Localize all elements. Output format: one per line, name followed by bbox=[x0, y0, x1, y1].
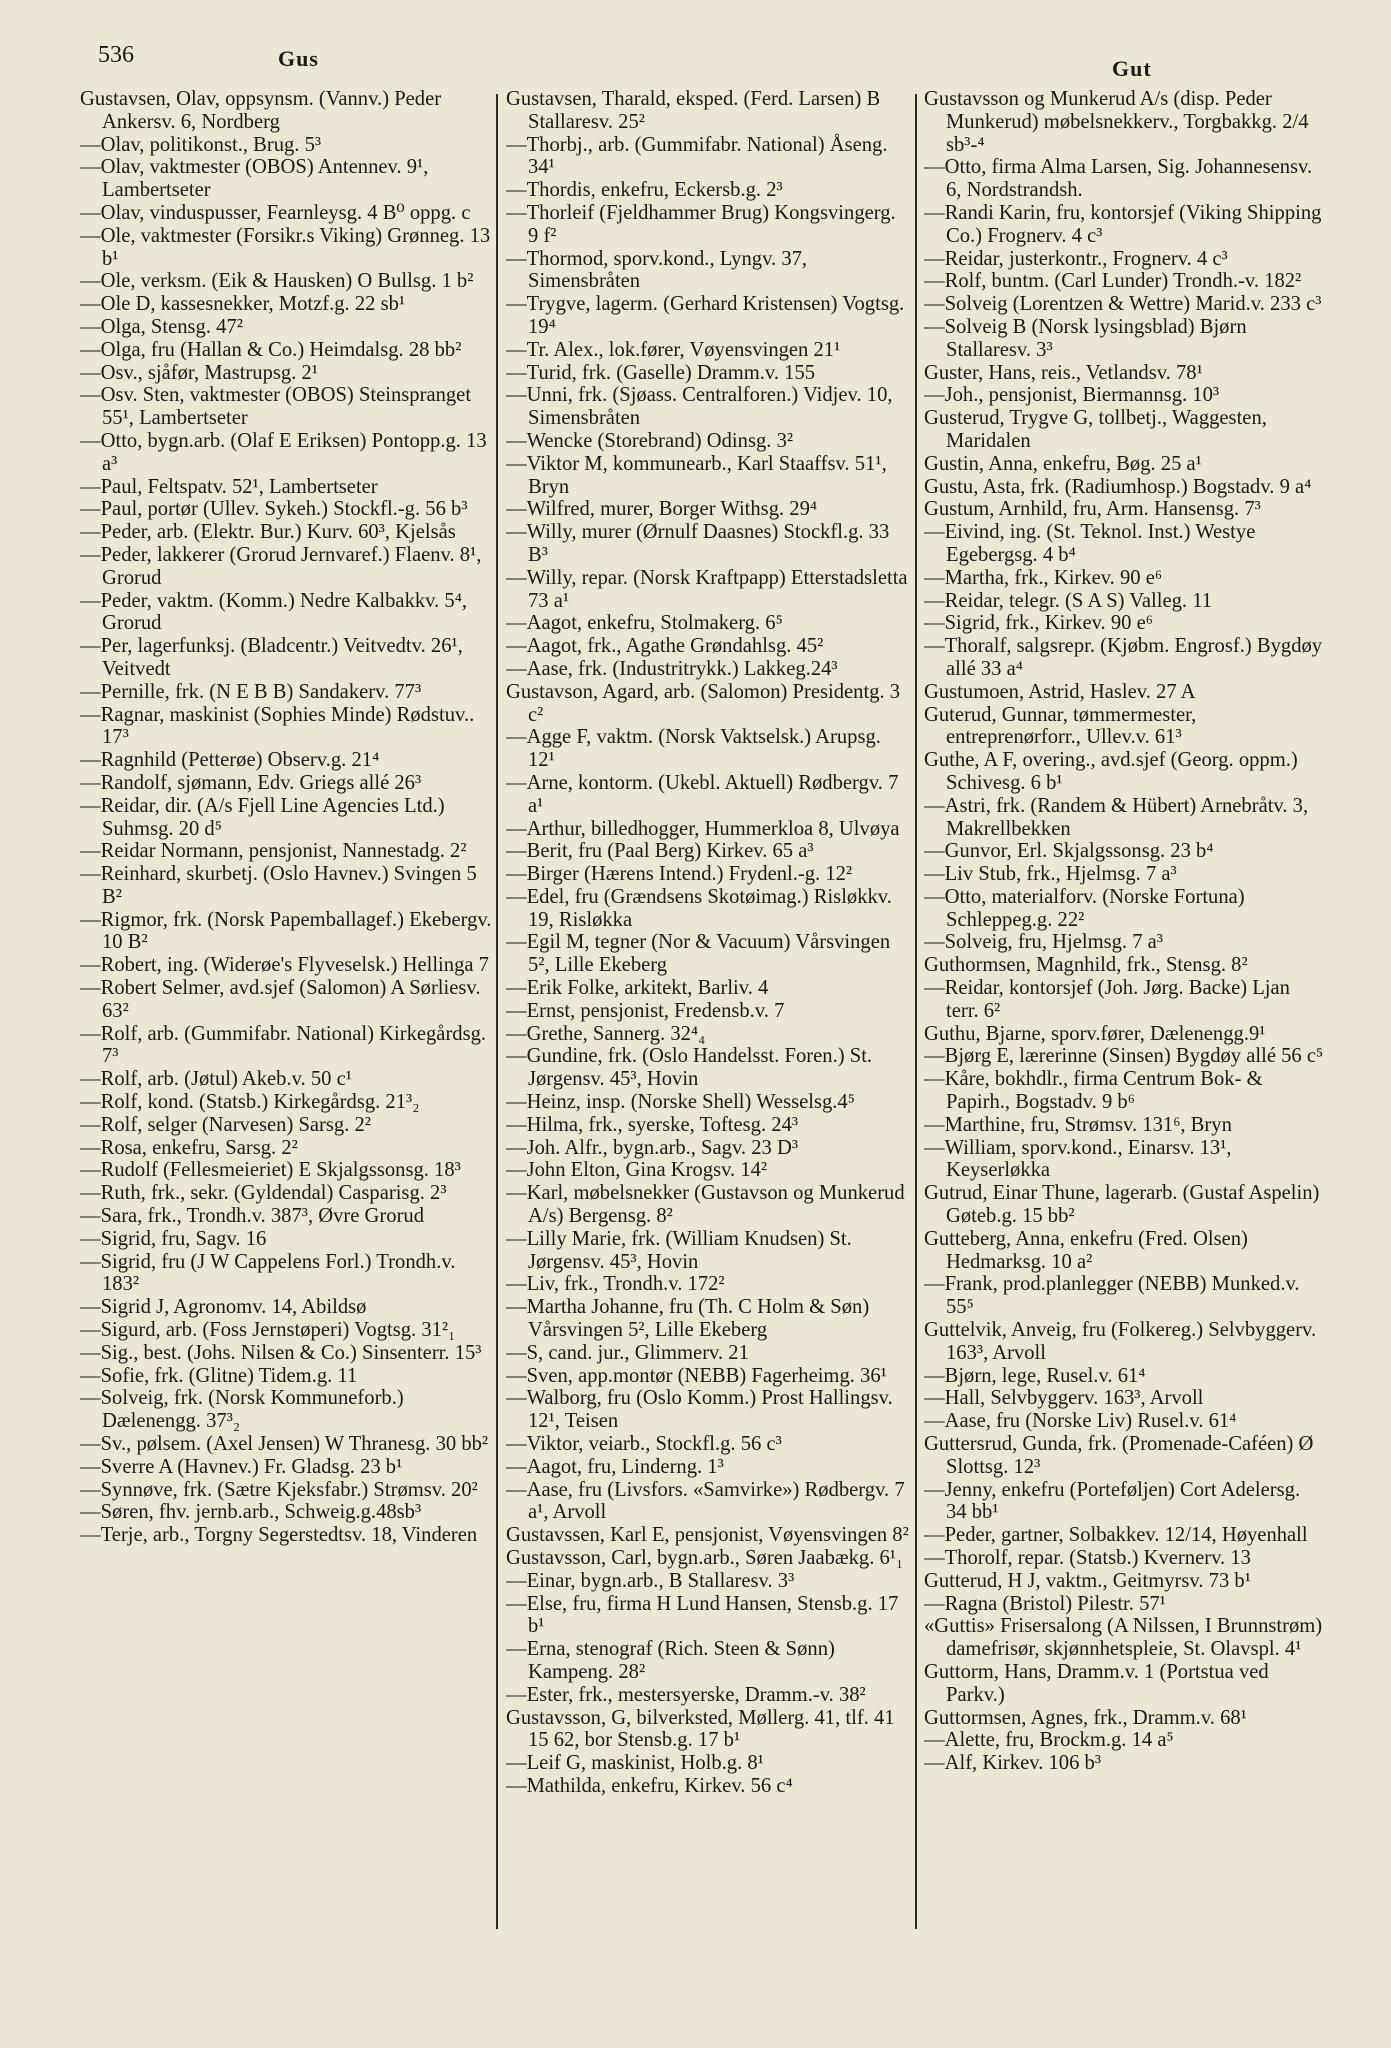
directory-entry: —Paul, portør (Ullev. Sykeh.) Stockfl.-g. 56 b³ bbox=[80, 498, 468, 521]
directory-entry: —Viktor, veiarb., Stockfl.g. 56 c³ bbox=[506, 1433, 782, 1456]
directory-entry: —Birger (Hærens Intend.) Frydenl.-g. 12² bbox=[506, 863, 853, 886]
directory-entry: —Rigmor, frk. (Norsk Papemballagef.) Ekebergv. 10 B² bbox=[80, 908, 492, 954]
directory-entry: —Robert, ing. (Widerøe's Flyveselsk.) Hellinga 7 bbox=[80, 954, 489, 977]
directory-entry: —Sven, app.montør (NEBB) Fagerheimg. 36¹ bbox=[506, 1364, 887, 1387]
directory-entry: —Ragnar, maskinist (Sophies Minde) Rødstuv.. 17³ bbox=[80, 703, 475, 749]
directory-entry: —Olga, Stensg. 47² bbox=[80, 315, 243, 338]
directory-entry: —Sigurd, arb. (Foss Jernstøperi) Vogtsg. 31²₁ bbox=[80, 1319, 456, 1342]
directory-entry: —Solveig (Lorentzen & Wettre) Marid.v. 233 c³ bbox=[924, 293, 1322, 316]
directory-entry: —Alette, fru, Brockm.g. 14 a⁵ bbox=[924, 1729, 1174, 1752]
directory-entry: —Sverre A (Havnev.) Fr. Gladsg. 23 b¹ bbox=[80, 1455, 403, 1478]
directory-entry: Guttorm, Hans, Dramm.v. 1 (Portstua ved Parkv.) bbox=[924, 1660, 1269, 1706]
directory-entry: —Ruth, frk., sekr. (Gyldendal) Casparisg. 2³ bbox=[80, 1182, 447, 1205]
directory-entry: —Solveig B (Norsk lysingsblad) Bjørn Stallaresv. 3³ bbox=[924, 315, 1247, 361]
directory-entry: Gustavsen, Olav, oppsynsm. (Vannv.) Peder Ankersv. 6, Nordberg bbox=[80, 88, 442, 133]
directory-entry: —Eivind, ing. (St. Teknol. Inst.) Westye Egebergsg. 4 b⁴ bbox=[924, 521, 1256, 566]
directory-entry: Guttormsen, Agnes, frk., Dramm.v. 68¹ bbox=[924, 1706, 1247, 1729]
directory-entry: Guster, Hans, reis., Vetlandsv. 78¹ bbox=[924, 361, 1203, 384]
directory-entry: Gustavsson, G, bilverksted, Møllerg. 41, tlf. 41 15 62, bor Stensb.g. 17 b¹ bbox=[506, 1706, 895, 1752]
directory-entry: —Randi Karin, fru, kontorsjef (Viking Shipping Co.) Frognerv. 4 c³ bbox=[924, 201, 1322, 247]
directory-entry: —Randolf, sjømann, Edv. Griegs allé 26³ bbox=[80, 771, 422, 794]
directory-entry: —Gunvor, Erl. Skjalgssonsg. 23 b⁴ bbox=[924, 840, 1214, 863]
directory-entry: —Synnøve, frk. (Sætre Kjeksfabr.) Strømsv. 20² bbox=[80, 1478, 478, 1501]
directory-entry: —Thoralf, salgsrepr. (Kjøbm. Engrosf.) Bygdøy allé 33 a⁴ bbox=[924, 635, 1323, 680]
directory-entry: —Olav, vinduspusser, Fearnleysg. 4 B⁰ oppg. c bbox=[80, 201, 471, 224]
directory-entry: —Frank, prod.planlegger (NEBB) Munked.v. 55⁵ bbox=[924, 1273, 1300, 1319]
directory-entry: —Peder, arb. (Elektr. Bur.) Kurv. 60³, Kjelsås bbox=[80, 521, 456, 544]
directory-entry: —Martha Johanne, fru (Th. C Holm & Søn) Vårsvingen 5², Lille Ekeberg bbox=[506, 1296, 870, 1342]
page-header bbox=[0, 0, 1391, 90]
directory-entry: —Pernille, frk. (N E B B) Sandakerv. 77³ bbox=[80, 680, 422, 703]
directory-entry: —Willy, repar. (Norsk Kraftpapp) Etterstadsletta 73 a¹ bbox=[506, 566, 908, 612]
directory-entry: —Ester, frk., mestersyerske, Dramm.-v. 38² bbox=[506, 1683, 866, 1706]
directory-entry: —Kåre, bokhdlr., firma Centrum Bok- & Papirh., Bogstadv. 9 b⁶ bbox=[924, 1068, 1263, 1114]
directory-entry: —Reidar, telegr. (S A S) Valleg. 11 bbox=[924, 589, 1213, 612]
directory-entry: —Sigrid, fru, Sagv. 16 bbox=[80, 1227, 267, 1250]
directory-entry: —Thorolf, repar. (Statsb.) Kvernerv. 13 bbox=[924, 1547, 1251, 1569]
directory-entry: —Peder, vaktm. (Komm.) Nedre Kalbakkv. 5⁴, Grorud bbox=[80, 589, 468, 635]
directory-entry: —Willy, murer (Ørnulf Daasnes) Stockfl.g. 33 B³ bbox=[506, 521, 890, 566]
directory-entry: —Thorleif (Fjeldhammer Brug) Kongsvingerg. 9 f² bbox=[506, 201, 896, 247]
column-1 bbox=[80, 88, 494, 1547]
left-running-head: Gus bbox=[278, 46, 319, 71]
directory-entry: Gustin, Anna, enkefru, Bøg. 25 a¹ bbox=[924, 452, 1202, 475]
directory-entry: —Lilly Marie, frk. (William Knudsen) St. Jørgensv. 45³, Hovin bbox=[506, 1227, 852, 1273]
directory-entry: Guthu, Bjarne, sporv.fører, Dælenengg.9¹ bbox=[924, 1022, 1266, 1045]
directory-entry: —Osv. Sten, vaktmester (OBOS) Steinspranget 55¹, Lambertseter bbox=[80, 384, 472, 430]
directory-entry: —Hall, Selvbyggerv. 163³, Arvoll bbox=[924, 1387, 1204, 1410]
directory-entry: —Joh., pensjonist, Biermannsg. 10³ bbox=[924, 384, 1220, 407]
directory-entry: —Karl, møbelsnekker (Gustavson og Munkerud A/s) Bergensg. 8² bbox=[506, 1182, 905, 1228]
directory-entry: Gustavsson og Munkerud A/s (disp. Peder Munkerud) møbelsnekkerv., Torgbakkg. 2/4 sb³-⁴ bbox=[924, 88, 1309, 156]
directory-entry: —Reidar, kontorsjef (Joh. Jørg. Backe) Ljan terr. 6² bbox=[924, 977, 1290, 1022]
column-divider bbox=[915, 94, 917, 1929]
directory-entry: —Peder, lakkerer (Grorud Jernvaref.) Flaenv. 8¹, Grorud bbox=[80, 543, 482, 589]
directory-entry: —Ragnhild (Petterøe) Observ.g. 21⁴ bbox=[80, 749, 380, 772]
directory-entry: —Ernst, pensjonist, Fredensb.v. 7 bbox=[506, 999, 785, 1022]
directory-entry: —Sigrid J, Agronomv. 14, Abildsø bbox=[80, 1296, 367, 1319]
directory-entry: —Olav, vaktmester (OBOS) Antennev. 9¹, Lambertseter bbox=[80, 156, 429, 202]
directory-entry: —Arthur, billedhogger, Hummerkloa 8, Ulvøya bbox=[506, 817, 900, 840]
directory-entry: Guthe, A F, overing., avd.sjef (Georg. oppm.) Schivesg. 6 b¹ bbox=[924, 749, 1298, 794]
directory-entry: Guterud, Gunnar, tømmermester, entreprenørforr., Ullev.v. 61³ bbox=[924, 703, 1197, 749]
directory-entry: —Edel, fru (Grændsens Skotøimag.) Risløkkv. 19, Risløkka bbox=[506, 885, 892, 931]
directory-entry: —Liv Stub, frk., Hjelmsg. 7 a³ bbox=[924, 863, 1177, 886]
directory-entry: —Rosa, enkefru, Sarsg. 2² bbox=[80, 1136, 298, 1159]
directory-entry: —Thorbj., arb. (Gummifabr. National) Åseng. 34¹ bbox=[506, 133, 888, 179]
directory-entry: —Wencke (Storebrand) Odinsg. 3² bbox=[506, 429, 794, 452]
directory-entry: —Rolf, arb. (Jøtul) Akeb.v. 50 c¹ bbox=[80, 1068, 352, 1091]
directory-entry: Gustavsen, Tharald, eksped. (Ferd. Larsen) B Stallaresv. 25² bbox=[506, 88, 881, 133]
directory-entry: —Aagot, frk., Agathe Grøndahlsg. 45² bbox=[506, 635, 824, 658]
directory-entry: —Ole, vaktmester (Forsikr.s Viking) Grønneg. 13 b¹ bbox=[80, 224, 491, 270]
directory-entry: —Ole D, kassesnekker, Motzf.g. 22 sb¹ bbox=[80, 293, 406, 316]
directory-entry: Gustum, Arnhild, fru, Arm. Hansensg. 7³ bbox=[924, 498, 1261, 521]
directory-entry: —Einar, bygn.arb., B Stallaresv. 3³ bbox=[506, 1569, 795, 1592]
directory-entry: —Martha, frk., Kirkev. 90 e⁶ bbox=[924, 566, 1163, 589]
directory-entry: —Aagot, enkefru, Stolmakerg. 6⁵ bbox=[506, 612, 783, 635]
directory-entry: —Robert Selmer, avd.sjef (Salomon) A Sørliesv. 63² bbox=[80, 977, 481, 1022]
directory-entry: —Alf, Kirkev. 106 b³ bbox=[924, 1752, 1101, 1775]
directory-entry: —Otto, bygn.arb. (Olaf E Eriksen) Pontopp.g. 13 a³ bbox=[80, 429, 487, 475]
directory-entry: Gustu, Asta, frk. (Radiumhosp.) Bogstadv. 9 a⁴ bbox=[924, 475, 1312, 498]
directory-entry: Gutteberg, Anna, enkefru (Fred. Olsen) Hedmarksg. 10 a² bbox=[924, 1227, 1248, 1273]
directory-entry: —Søren, fhv. jernb.arb., Schweig.g.48sb³ bbox=[80, 1501, 422, 1524]
directory-entry: Gustumoen, Astrid, Haslev. 27 A bbox=[924, 680, 1196, 703]
directory-entry: —Sofie, frk. (Glitne) Tidem.g. 11 bbox=[80, 1364, 358, 1387]
directory-entry: —Terje, arb., Torgny Segerstedtsv. 18, Vinderen bbox=[80, 1524, 478, 1547]
right-running-head: Gut bbox=[1112, 56, 1152, 81]
directory-entry: —Sig., best. (Johs. Nilsen & Co.) Sinsenterr. 15³ bbox=[80, 1341, 482, 1364]
directory-entry: —Heinz, insp. (Norske Shell) Wesselsg.4⁵ bbox=[506, 1091, 855, 1114]
directory-entry: —Per, lagerfunksj. (Bladcentr.) Veitvedtv. 26¹, Veitvedt bbox=[80, 635, 463, 680]
directory-entry: —Reidar, dir. (A/s Fjell Line Agencies Ltd.) Suhmsg. 20 d⁵ bbox=[80, 794, 445, 840]
directory-entry: —Reidar Normann, pensjonist, Nannestadg. 2² bbox=[80, 840, 467, 863]
directory-entry: —Wilfred, murer, Borger Withsg. 29⁴ bbox=[506, 498, 818, 521]
directory-entry: —Viktor M, kommunearb., Karl Staaffsv. 51¹, Bryn bbox=[506, 452, 887, 498]
directory-entry: —Rolf, arb. (Gummifabr. National) Kirkegårdsg. 7³ bbox=[80, 1022, 487, 1068]
directory-entry: Gutterud, H J, vaktm., Geitmyrsv. 73 b¹ bbox=[924, 1569, 1251, 1592]
directory-entry: Gustavsson, Carl, bygn.arb., Søren Jaabækg. 6¹₁ bbox=[506, 1547, 904, 1569]
directory-entry: —Solveig, fru, Hjelmsg. 7 a³ bbox=[924, 931, 1163, 954]
directory-entry: Gusterud, Trygve G, tollbetj., Waggesten, Maridalen bbox=[924, 407, 1267, 452]
directory-entry: —Arne, kontorm. (Ukebl. Aktuell) Rødbergv. 7 a¹ bbox=[506, 771, 899, 817]
directory-entry: —Bjørn, lege, Rusel.v. 61⁴ bbox=[924, 1364, 1146, 1387]
directory-entry: —Trygve, lagerm. (Gerhard Kristensen) Vogtsg. 19⁴ bbox=[506, 293, 905, 338]
column-2 bbox=[506, 88, 910, 1798]
directory-entry: Guttelvik, Anveig, fru (Folkereg.) Selvbyggerv. 163³, Arvoll bbox=[924, 1319, 1317, 1364]
directory-entry: —Liv, frk., Trondh.v. 172² bbox=[506, 1273, 725, 1296]
directory-entry: —Aase, frk. (Industritrykk.) Lakkeg.24³ bbox=[506, 657, 838, 680]
directory-entry: Guthormsen, Magnhild, frk., Stensg. 8² bbox=[924, 954, 1248, 977]
directory-entry: —Mathilda, enkefru, Kirkev. 56 c⁴ bbox=[506, 1774, 793, 1797]
directory-entry: —Thordis, enkefru, Eckersb.g. 2³ bbox=[506, 179, 783, 202]
directory-entry: Gustavson, Agard, arb. (Salomon) Presidentg. 3 c² bbox=[506, 680, 901, 726]
directory-entry: —Osv., sjåfør, Mastrupsg. 2¹ bbox=[80, 361, 318, 384]
directory-entry: —Sigrid, frk., Kirkev. 90 e⁶ bbox=[924, 612, 1153, 635]
column-3 bbox=[924, 88, 1324, 1775]
column-divider bbox=[496, 94, 498, 1929]
directory-entry: —Grethe, Sannerg. 32⁴₄ bbox=[506, 1022, 706, 1045]
directory-entry: —Peder, gartner, Solbakkev. 12/14, Høyenhall bbox=[924, 1524, 1308, 1547]
directory-entry: —Thormod, sporv.kond., Lyngv. 37, Simensbråten bbox=[506, 247, 808, 293]
directory-entry: —John Elton, Gina Krogsv. 14² bbox=[506, 1159, 768, 1182]
directory-entry: —Leif G, maskinist, Holb.g. 8¹ bbox=[506, 1752, 764, 1775]
directory-entry: —Sv., pølsem. (Axel Jensen) W Thranesg. 30 bb² bbox=[80, 1433, 489, 1456]
directory-entry: —Unni, frk. (Sjøass. Centralforen.) Vidjev. 10, Simensbråten bbox=[506, 384, 893, 430]
directory-entry: —Agge F, vaktm. (Norsk Vaktselsk.) Arupsg. 12¹ bbox=[506, 726, 881, 772]
directory-entry: Gustavssen, Karl E, pensjonist, Vøyensvingen 8² bbox=[506, 1524, 909, 1547]
directory-entry: —Tr. Alex., lok.fører, Vøyensvingen 21¹ bbox=[506, 338, 841, 361]
directory-entry: —Aagot, fru, Linderng. 1³ bbox=[506, 1455, 724, 1478]
directory-entry: Gutrud, Einar Thune, lagerarb. (Gustaf Aspelin) Gøteb.g. 15 bb² bbox=[924, 1182, 1320, 1228]
directory-entry: —S, cand. jur., Glimmerv. 21 bbox=[506, 1341, 749, 1364]
directory-entry: —Astri, frk. (Randem & Hübert) Arnebråtv. 3, Makrellbekken bbox=[924, 794, 1309, 840]
directory-entry: —Sigrid, fru (J W Cappelens Forl.) Trondh.v. 183² bbox=[80, 1250, 456, 1296]
directory-entry: —Bjørg E, lærerinne (Sinsen) Bygdøy allé 56 c⁵ bbox=[924, 1045, 1324, 1068]
directory-entry: —Erna, stenograf (Rich. Steen & Sønn) Kampeng. 28² bbox=[506, 1638, 835, 1683]
page-number: 536 bbox=[98, 42, 134, 68]
directory-entry: —Gundine, frk. (Oslo Handelsst. Foren.) St. Jørgensv. 45³, Hovin bbox=[506, 1045, 873, 1091]
directory-entry: —Solveig, frk. (Norsk Kommuneforb.) Dælenengg. 37³₂ bbox=[80, 1387, 404, 1433]
directory-entry: —Rolf, buntm. (Carl Lunder) Trondh.-v. 182² bbox=[924, 270, 1302, 293]
directory-entry: —Otto, materialforv. (Norske Fortuna) Schleppeg.g. 22² bbox=[924, 885, 1245, 931]
directory-entry: —Aase, fru (Norske Liv) Rusel.v. 61⁴ bbox=[924, 1410, 1237, 1433]
directory-entry: —Egil M, tegner (Nor & Vacuum) Vårsvingen 5², Lille Ekeberg bbox=[506, 931, 891, 977]
directory-entry: —Ragna (Bristol) Pilestr. 57¹ bbox=[924, 1592, 1166, 1615]
directory-entry: —Rolf, kond. (Statsb.) Kirkegårdsg. 21³₂ bbox=[80, 1091, 420, 1114]
directory-entry: Guttersrud, Gunda, frk. (Promenade-Caféen) Ø Slottsg. 12³ bbox=[924, 1433, 1314, 1478]
directory-entry: —Berit, fru (Paal Berg) Kirkev. 65 a³ bbox=[506, 840, 814, 863]
directory-entry: —Walborg, fru (Oslo Komm.) Prost Hallingsv. 12¹, Teisen bbox=[506, 1387, 893, 1433]
directory-entry: —William, sporv.kond., Einarsv. 13¹, Keyserløkka bbox=[924, 1136, 1232, 1182]
directory-entry: —Reidar, justerkontr., Frognerv. 4 c³ bbox=[924, 247, 1228, 270]
directory-entry: —Reinhard, skurbetj. (Oslo Havnev.) Svingen 5 B² bbox=[80, 863, 477, 908]
directory-entry: —Joh. Alfr., bygn.arb., Sagv. 23 D³ bbox=[506, 1136, 798, 1159]
directory-entry: —Paul, Feltspatv. 52¹, Lambertseter bbox=[80, 475, 378, 498]
directory-entry: —Ole, verksm. (Eik & Hausken) O Bullsg. 1 b² bbox=[80, 270, 474, 293]
directory-entry: —Else, fru, firma H Lund Hansen, Stensb.g. 17 b¹ bbox=[506, 1592, 899, 1638]
directory-entry: —Rudolf (Fellesmeieriet) E Skjalgssonsg. 18³ bbox=[80, 1159, 461, 1182]
directory-entry: —Rolf, selger (Narvesen) Sarsg. 2² bbox=[80, 1113, 371, 1136]
directory-entry: «Guttis» Frisersalong (A Nilssen, I Brunnstrøm) damefrisør, skjønnhetspleie, St. Olavspl. 4¹ bbox=[924, 1615, 1323, 1661]
directory-entry: —Hilma, frk., syerske, Toftesg. 24³ bbox=[506, 1113, 799, 1136]
directory-entry: —Turid, frk. (Gaselle) Dramm.v. 155 bbox=[506, 361, 816, 384]
directory-entry: —Marthine, fru, Strømsv. 131⁶, Bryn bbox=[924, 1113, 1232, 1136]
directory-entry: —Sara, frk., Trondh.v. 387³, Øvre Grorud bbox=[80, 1205, 425, 1228]
directory-entry: —Erik Folke, arkitekt, Barliv. 4 bbox=[506, 977, 769, 1000]
directory-entry: —Olav, politikonst., Brug. 5³ bbox=[80, 133, 322, 156]
directory-entry: —Otto, firma Alma Larsen, Sig. Johannesensv. 6, Nordstrandsh. bbox=[924, 156, 1313, 202]
directory-entry: —Aase, fru (Livsfors. «Samvirke») Rødbergv. 7 a¹, Arvoll bbox=[506, 1478, 905, 1524]
directory-entry: —Jenny, enkefru (Porteføljen) Cort Adelersg. 34 bb¹ bbox=[924, 1478, 1301, 1524]
directory-entry: —Olga, fru (Hallan & Co.) Heimdalsg. 28 bb² bbox=[80, 338, 462, 361]
